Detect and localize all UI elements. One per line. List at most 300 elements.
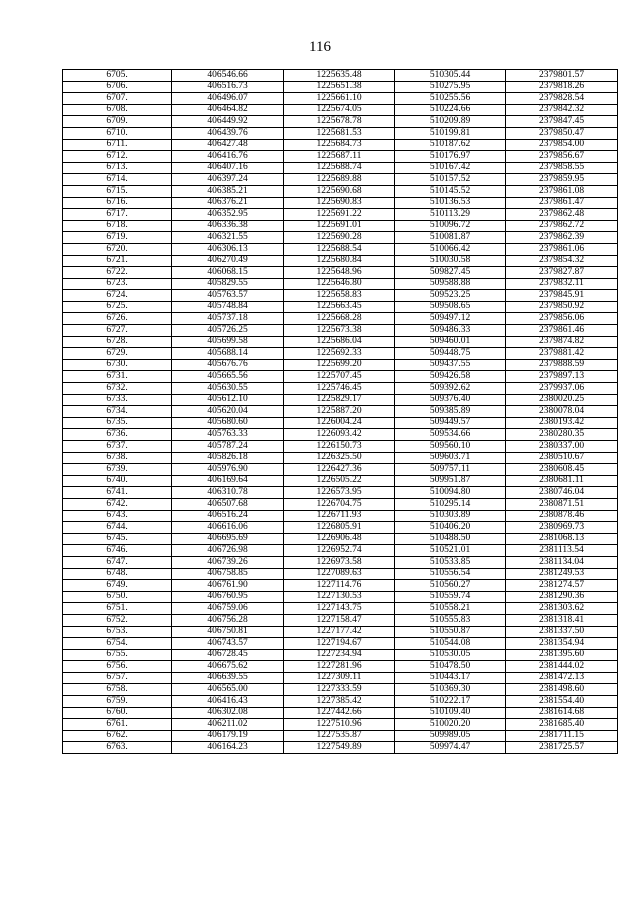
point-number-cell: 6717. (63, 209, 172, 221)
coordinate-cell: 2379861.08 (506, 185, 618, 197)
coordinate-cell: 510222.17 (395, 696, 506, 708)
point-number-cell: 6718. (63, 220, 172, 232)
coordinate-cell: 405737.18 (172, 313, 284, 325)
coordinate-cell: 2381395.60 (506, 649, 618, 661)
coordinate-cell: 405665.56 (172, 371, 284, 383)
coordinate-cell: 510560.27 (395, 580, 506, 592)
coordinate-cell: 405680.60 (172, 417, 284, 429)
table-row (63, 93, 618, 105)
point-number-cell: 6752. (63, 614, 172, 626)
coordinate-cell: 406639.55 (172, 672, 284, 684)
coordinate-cell: 1225691.01 (284, 220, 395, 232)
coordinate-cell: 2381318.41 (506, 614, 618, 626)
coordinate-cell: 510199.81 (395, 127, 506, 139)
coordinate-cell: 510521.01 (395, 545, 506, 557)
point-number-cell: 6754. (63, 638, 172, 650)
coordinate-cell: 1227234.94 (284, 649, 395, 661)
coordinate-cell: 2379897.13 (506, 371, 618, 383)
coordinate-cell: 1225661.10 (284, 93, 395, 105)
point-number-cell: 6744. (63, 522, 172, 534)
coordinate-cell: 2379859.95 (506, 174, 618, 186)
table-row (63, 197, 618, 209)
coordinate-cell: 510096.72 (395, 220, 506, 232)
table-row (63, 522, 618, 534)
coordinates-table-body (63, 70, 618, 754)
table-row (63, 325, 618, 337)
coordinate-cell: 406516.73 (172, 81, 284, 93)
coordinate-cell: 2379818.26 (506, 81, 618, 93)
coordinate-cell: 1226805.91 (284, 522, 395, 534)
coordinate-cell: 509989.05 (395, 730, 506, 742)
coordinate-cell: 2379858.55 (506, 162, 618, 174)
coordinate-cell: 509448.75 (395, 348, 506, 360)
coordinate-cell: 1225690.68 (284, 185, 395, 197)
coordinate-cell: 509560.10 (395, 441, 506, 453)
table-row (63, 348, 618, 360)
point-number-cell: 6705. (63, 70, 172, 82)
coordinate-cell: 509460.01 (395, 336, 506, 348)
page-number: 116 (309, 39, 331, 55)
point-number-cell: 6713. (63, 162, 172, 174)
point-number-cell: 6762. (63, 730, 172, 742)
coordinate-cell: 406310.78 (172, 487, 284, 499)
coordinate-cell: 405976.90 (172, 464, 284, 476)
coordinate-cell: 2381711.15 (506, 730, 618, 742)
coordinate-cell: 406759.06 (172, 603, 284, 615)
coordinate-cell: 405688.14 (172, 348, 284, 360)
coordinate-cell: 2379828.54 (506, 93, 618, 105)
table-row (63, 638, 618, 650)
coordinate-cell: 1227385.42 (284, 696, 395, 708)
coordinate-cell: 509951.87 (395, 475, 506, 487)
point-number-cell: 6745. (63, 533, 172, 545)
coordinate-cell: 1225688.74 (284, 162, 395, 174)
point-number-cell: 6760. (63, 707, 172, 719)
coordinate-cell: 1227510.96 (284, 719, 395, 731)
coordinate-cell: 2381685.40 (506, 719, 618, 731)
table-row (63, 139, 618, 151)
coordinate-cell: 406416.76 (172, 151, 284, 163)
coordinate-cell: 510533.85 (395, 556, 506, 568)
coordinate-cell: 509508.65 (395, 301, 506, 313)
coordinate-cell: 1225691.22 (284, 209, 395, 221)
coordinate-cell: 406546.66 (172, 70, 284, 82)
coordinate-cell: 406439.76 (172, 127, 284, 139)
coordinate-cell: 2380337.00 (506, 441, 618, 453)
coordinate-cell: 510136.53 (395, 197, 506, 209)
coordinate-cell: 405612.10 (172, 394, 284, 406)
coordinate-cell: 510209.89 (395, 116, 506, 128)
table-row (63, 719, 618, 731)
coordinate-cell: 510478.50 (395, 661, 506, 673)
coordinate-cell: 2379881.42 (506, 348, 618, 360)
table-row (63, 464, 618, 476)
coordinate-cell: 405726.25 (172, 325, 284, 337)
coordinate-cell: 2381444.02 (506, 661, 618, 673)
table-row (63, 614, 618, 626)
coordinate-cell: 1227089.63 (284, 568, 395, 580)
coordinate-cell: 1225678.78 (284, 116, 395, 128)
coordinate-cell: 2381614.68 (506, 707, 618, 719)
coordinate-cell: 1225689.88 (284, 174, 395, 186)
coordinate-cell: 509974.47 (395, 742, 506, 754)
coordinate-cell: 406179.19 (172, 730, 284, 742)
coordinate-cell: 2381113.54 (506, 545, 618, 557)
coordinate-cell: 405829.55 (172, 278, 284, 290)
coordinate-cell: 2379847.45 (506, 116, 618, 128)
coordinate-cell: 2379850.47 (506, 127, 618, 139)
table-row (63, 498, 618, 510)
coordinate-cell: 406407.16 (172, 162, 284, 174)
table-row (63, 475, 618, 487)
coordinate-cell: 2380020.25 (506, 394, 618, 406)
coordinate-cell: 1225635.48 (284, 70, 395, 82)
coordinate-cell: 2380871.51 (506, 498, 618, 510)
coordinate-cell: 2379856.67 (506, 151, 618, 163)
coordinate-cell: 1227442.66 (284, 707, 395, 719)
table-row (63, 313, 618, 325)
coordinate-cell: 405748.84 (172, 301, 284, 313)
coordinate-cell: 406750.81 (172, 626, 284, 638)
table-row (63, 626, 618, 638)
coordinate-cell: 2379827.87 (506, 267, 618, 279)
coordinate-cell: 406728.45 (172, 649, 284, 661)
point-number-cell: 6734. (63, 406, 172, 418)
point-number-cell: 6720. (63, 243, 172, 255)
coordinate-cell: 509392.62 (395, 383, 506, 395)
point-number-cell: 6747. (63, 556, 172, 568)
point-number-cell: 6753. (63, 626, 172, 638)
coordinate-cell: 509437.55 (395, 359, 506, 371)
coordinate-cell: 510558.21 (395, 603, 506, 615)
coordinate-cell: 1225663.45 (284, 301, 395, 313)
coordinate-cell: 2381472.13 (506, 672, 618, 684)
point-number-cell: 6757. (63, 672, 172, 684)
coordinate-cell: 406270.49 (172, 255, 284, 267)
coordinate-cell: 510066.42 (395, 243, 506, 255)
coordinate-cell: 406675.62 (172, 661, 284, 673)
point-number-cell: 6731. (63, 371, 172, 383)
coordinate-cell: 2379874.82 (506, 336, 618, 348)
coordinate-cell: 1227535.87 (284, 730, 395, 742)
coordinate-cell: 1225688.54 (284, 243, 395, 255)
coordinate-cell: 406397.24 (172, 174, 284, 186)
coordinate-cell: 2379850.92 (506, 301, 618, 313)
coordinate-cell: 510303.89 (395, 510, 506, 522)
coordinate-cell: 2379842.32 (506, 104, 618, 116)
coordinate-cell: 2380746.04 (506, 487, 618, 499)
table-row (63, 185, 618, 197)
point-number-cell: 6756. (63, 661, 172, 673)
coordinate-cell: 1227143.75 (284, 603, 395, 615)
coordinate-cell: 406507.68 (172, 498, 284, 510)
coordinate-cell: 406496.07 (172, 93, 284, 105)
coordinate-cell: 1226004.24 (284, 417, 395, 429)
point-number-cell: 6728. (63, 336, 172, 348)
coordinate-cell: 510406.20 (395, 522, 506, 534)
coordinate-cell: 509497.12 (395, 313, 506, 325)
coordinate-cell: 406760.95 (172, 591, 284, 603)
coordinate-cell: 509376.40 (395, 394, 506, 406)
coordinate-cell: 1225887.20 (284, 406, 395, 418)
coordinate-cell: 2381249.53 (506, 568, 618, 580)
point-number-cell: 6719. (63, 232, 172, 244)
point-number-cell: 6749. (63, 580, 172, 592)
point-number-cell: 6750. (63, 591, 172, 603)
point-number-cell: 6733. (63, 394, 172, 406)
coordinate-cell: 406211.02 (172, 719, 284, 731)
coordinate-cell: 1225746.45 (284, 383, 395, 395)
table-row (63, 394, 618, 406)
table-row (63, 383, 618, 395)
coordinate-cell: 510176.97 (395, 151, 506, 163)
coordinate-cell: 1227114.76 (284, 580, 395, 592)
coordinate-cell: 2379854.32 (506, 255, 618, 267)
coordinate-cell: 510224.66 (395, 104, 506, 116)
coordinate-cell: 2379861.06 (506, 243, 618, 255)
coordinate-cell: 406164.23 (172, 742, 284, 754)
table-row (63, 568, 618, 580)
coordinate-cell: 1225707.45 (284, 371, 395, 383)
coordinate-cell: 509486.33 (395, 325, 506, 337)
point-number-cell: 6709. (63, 116, 172, 128)
table-row (63, 730, 618, 742)
table-row (63, 371, 618, 383)
coordinate-cell: 2379937.06 (506, 383, 618, 395)
coordinate-cell: 1225684.73 (284, 139, 395, 151)
coordinate-cell: 406695.69 (172, 533, 284, 545)
point-number-cell: 6715. (63, 185, 172, 197)
coordinate-cell: 2381290.36 (506, 591, 618, 603)
point-number-cell: 6729. (63, 348, 172, 360)
coordinate-cell: 2380280.35 (506, 429, 618, 441)
table-row (63, 742, 618, 754)
table-row (63, 580, 618, 592)
table-row (63, 684, 618, 696)
coordinate-cell: 406416.43 (172, 696, 284, 708)
coordinate-cell: 2379801.57 (506, 70, 618, 82)
coordinate-cell: 2379832.11 (506, 278, 618, 290)
coordinate-cell: 510295.14 (395, 498, 506, 510)
coordinate-cell: 405676.76 (172, 359, 284, 371)
table-row (63, 104, 618, 116)
coordinate-cell: 406306.13 (172, 243, 284, 255)
point-number-cell: 6721. (63, 255, 172, 267)
table-row (63, 151, 618, 163)
coordinate-cell: 1227549.89 (284, 742, 395, 754)
table-row (63, 545, 618, 557)
coordinate-cell: 1226952.74 (284, 545, 395, 557)
coordinate-cell: 2379861.47 (506, 197, 618, 209)
point-number-cell: 6725. (63, 301, 172, 313)
point-number-cell: 6732. (63, 383, 172, 395)
table-row (63, 672, 618, 684)
coordinate-cell: 510275.95 (395, 81, 506, 93)
point-number-cell: 6730. (63, 359, 172, 371)
table-row (63, 649, 618, 661)
coordinate-cell: 406302.08 (172, 707, 284, 719)
coordinate-cell: 1225829.17 (284, 394, 395, 406)
point-number-cell: 6727. (63, 325, 172, 337)
coordinate-cell: 1225686.04 (284, 336, 395, 348)
point-number-cell: 6723. (63, 278, 172, 290)
coordinate-cell: 406516.24 (172, 510, 284, 522)
coordinate-cell: 1226427.36 (284, 464, 395, 476)
coordinate-cell: 2381274.57 (506, 580, 618, 592)
coordinate-cell: 509827.45 (395, 267, 506, 279)
point-number-cell: 6716. (63, 197, 172, 209)
table-row (63, 487, 618, 499)
table-row (63, 220, 618, 232)
coordinate-cell: 2380878.46 (506, 510, 618, 522)
point-number-cell: 6711. (63, 139, 172, 151)
coordinate-cell: 1225658.83 (284, 290, 395, 302)
coordinate-cell: 1227309.11 (284, 672, 395, 684)
coordinate-cell: 1225648.96 (284, 267, 395, 279)
table-row (63, 359, 618, 371)
point-number-cell: 6722. (63, 267, 172, 279)
coordinate-cell: 1225681.53 (284, 127, 395, 139)
coordinate-cell: 405620.04 (172, 406, 284, 418)
table-row (63, 209, 618, 221)
table-row (63, 707, 618, 719)
coordinate-cell: 405699.58 (172, 336, 284, 348)
coordinate-cell: 1225646.80 (284, 278, 395, 290)
coordinate-cell: 509449.57 (395, 417, 506, 429)
coordinate-cell: 2380681.11 (506, 475, 618, 487)
coordinate-cell: 1226704.75 (284, 498, 395, 510)
coordinate-cell: 2379856.06 (506, 313, 618, 325)
table-row (63, 116, 618, 128)
coordinate-cell: 1225690.83 (284, 197, 395, 209)
coordinate-cell: 2379862.48 (506, 209, 618, 221)
point-number-cell: 6755. (63, 649, 172, 661)
table-row (63, 255, 618, 267)
coordinate-cell: 406743.57 (172, 638, 284, 650)
coordinate-cell: 2380969.73 (506, 522, 618, 534)
table-row (63, 429, 618, 441)
coordinate-cell: 2381725.57 (506, 742, 618, 754)
table-row (63, 162, 618, 174)
coordinate-cell: 510550.87 (395, 626, 506, 638)
coordinate-cell: 510556.54 (395, 568, 506, 580)
table-row (63, 533, 618, 545)
coordinate-cell: 509385.89 (395, 406, 506, 418)
coordinate-cell: 1225673.38 (284, 325, 395, 337)
coordinate-cell: 1227281.96 (284, 661, 395, 673)
coordinate-cell: 1226711.93 (284, 510, 395, 522)
point-number-cell: 6738. (63, 452, 172, 464)
table-row (63, 696, 618, 708)
point-number-cell: 6740. (63, 475, 172, 487)
coordinate-cell: 1227333.59 (284, 684, 395, 696)
coordinate-cell: 406761.90 (172, 580, 284, 592)
coordinate-cell: 510559.74 (395, 591, 506, 603)
point-number-cell: 6736. (63, 429, 172, 441)
coordinate-cell: 2381068.13 (506, 533, 618, 545)
point-number-cell: 6759. (63, 696, 172, 708)
coordinate-cell: 2381498.60 (506, 684, 618, 696)
point-number-cell: 6708. (63, 104, 172, 116)
point-number-cell: 6748. (63, 568, 172, 580)
point-number-cell: 6742. (63, 498, 172, 510)
coordinate-cell: 510020.20 (395, 719, 506, 731)
coordinate-cell: 509523.25 (395, 290, 506, 302)
coordinate-cell: 1226325.50 (284, 452, 395, 464)
coordinate-cell: 510167.42 (395, 162, 506, 174)
coordinate-cell: 2381554.40 (506, 696, 618, 708)
point-number-cell: 6743. (63, 510, 172, 522)
coordinate-cell: 2380078.04 (506, 406, 618, 418)
coordinate-cell: 510113.29 (395, 209, 506, 221)
coordinate-cell: 509603.71 (395, 452, 506, 464)
coordinate-cell: 1226150.73 (284, 441, 395, 453)
coordinate-cell: 406352.95 (172, 209, 284, 221)
coordinate-cell: 509534.66 (395, 429, 506, 441)
coordinate-cell: 405630.55 (172, 383, 284, 395)
table-row (63, 290, 618, 302)
coordinate-cell: 2380608.45 (506, 464, 618, 476)
coordinate-cell: 509588.88 (395, 278, 506, 290)
coordinate-cell: 1227177.42 (284, 626, 395, 638)
coordinate-cell: 1225668.28 (284, 313, 395, 325)
coordinate-cell: 1225699.20 (284, 359, 395, 371)
coordinate-cell: 510109.40 (395, 707, 506, 719)
table-row (63, 174, 618, 186)
point-number-cell: 6712. (63, 151, 172, 163)
coordinate-cell: 406565.00 (172, 684, 284, 696)
table-row (63, 243, 618, 255)
coordinate-cell: 1225680.84 (284, 255, 395, 267)
table-row (63, 406, 618, 418)
point-number-cell: 6706. (63, 81, 172, 93)
table-row (63, 70, 618, 82)
coordinate-cell: 2380193.42 (506, 417, 618, 429)
coordinate-cell: 510544.08 (395, 638, 506, 650)
coordinate-cell: 509757.11 (395, 464, 506, 476)
table-row (63, 336, 618, 348)
coordinate-cell: 2381337.50 (506, 626, 618, 638)
point-number-cell: 6758. (63, 684, 172, 696)
coordinate-cell: 406726.98 (172, 545, 284, 557)
table-row (63, 127, 618, 139)
point-number-cell: 6714. (63, 174, 172, 186)
table-row (63, 603, 618, 615)
coordinate-cell: 406385.21 (172, 185, 284, 197)
point-number-cell: 6739. (63, 464, 172, 476)
table-row (63, 556, 618, 568)
table-row (63, 452, 618, 464)
coordinate-cell: 510488.50 (395, 533, 506, 545)
coordinate-cell: 2380510.67 (506, 452, 618, 464)
coordinate-cell: 405826.18 (172, 452, 284, 464)
point-number-cell: 6737. (63, 441, 172, 453)
coordinate-cell: 1227130.53 (284, 591, 395, 603)
point-number-cell: 6741. (63, 487, 172, 499)
coordinate-cell: 405763.57 (172, 290, 284, 302)
point-number-cell: 6707. (63, 93, 172, 105)
coordinate-cell: 1225651.38 (284, 81, 395, 93)
coordinate-cell: 1226573.95 (284, 487, 395, 499)
coordinate-cell: 510555.83 (395, 614, 506, 626)
point-number-cell: 6726. (63, 313, 172, 325)
coordinate-cell: 1227194.67 (284, 638, 395, 650)
coordinate-cell: 405763.33 (172, 429, 284, 441)
point-number-cell: 6746. (63, 545, 172, 557)
table-row (63, 81, 618, 93)
coordinate-cell: 1226973.58 (284, 556, 395, 568)
table-row (63, 417, 618, 429)
